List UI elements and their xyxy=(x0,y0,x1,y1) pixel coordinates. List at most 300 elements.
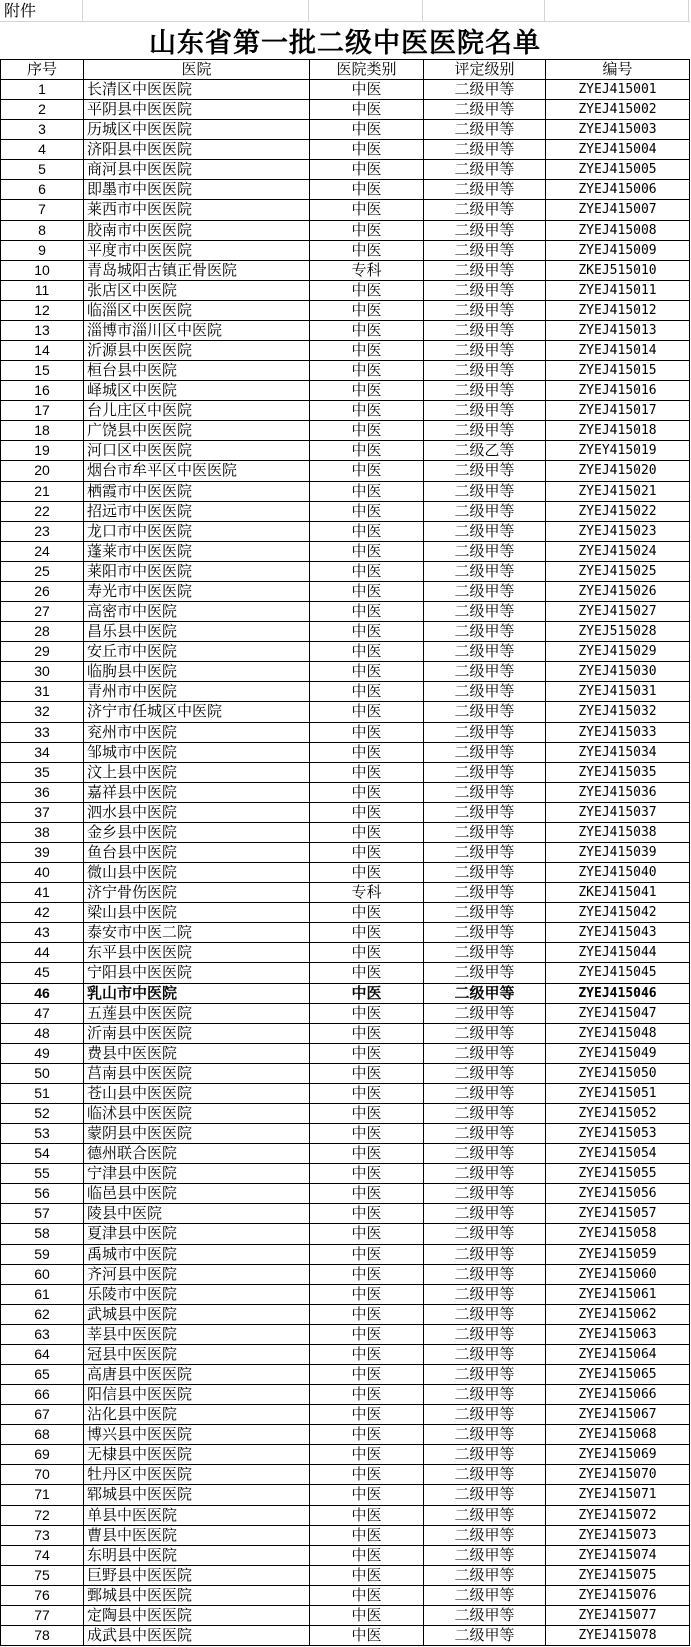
cell-hospital-name: 莱西市中医医院 xyxy=(84,200,310,220)
cell-index: 52 xyxy=(1,1104,84,1124)
table-row xyxy=(1,200,690,220)
cell-category: 中医 xyxy=(310,1506,424,1526)
cell-index: 75 xyxy=(1,1566,84,1586)
cell-code: ZYEJ415003 xyxy=(546,120,690,140)
cell-level: 二级甲等 xyxy=(424,1285,546,1305)
cell-category: 中医 xyxy=(310,1265,424,1285)
cell-hospital-name: 阳信县中医医院 xyxy=(84,1385,310,1405)
cell-category: 中医 xyxy=(310,1385,424,1405)
cell-hospital-name: 禹城市中医院 xyxy=(84,1245,310,1265)
cell-index: 41 xyxy=(1,883,84,903)
cell-level: 二级甲等 xyxy=(424,963,546,983)
cell-index: 48 xyxy=(1,1024,84,1044)
cell-index: 2 xyxy=(1,100,84,120)
cell-hospital-name: 胶南市中医医院 xyxy=(84,221,310,241)
cell-category: 中医 xyxy=(310,1365,424,1385)
cell-category: 中医 xyxy=(310,421,424,441)
cell-code: ZYEJ415051 xyxy=(546,1084,690,1104)
cell-index: 70 xyxy=(1,1465,84,1485)
cell-category: 中医 xyxy=(310,1104,424,1124)
cell-level: 二级甲等 xyxy=(424,1104,546,1124)
cell-code: ZYEJ415001 xyxy=(546,80,690,100)
cell-index: 45 xyxy=(1,963,84,983)
cell-category: 中医 xyxy=(310,221,424,241)
cell-hospital-name: 武城县中医院 xyxy=(84,1305,310,1325)
cell-category: 中医 xyxy=(310,1204,424,1224)
cell-hospital-name: 即墨市中医医院 xyxy=(84,180,310,200)
cell-level: 二级甲等 xyxy=(424,1405,546,1425)
cell-code: ZYEJ415026 xyxy=(546,582,690,602)
cell-category: 中医 xyxy=(310,200,424,220)
table-row xyxy=(1,1104,690,1124)
table-row xyxy=(1,461,690,481)
page-title: 山东省第一批二级中医医院名单 xyxy=(149,28,541,59)
cell-code: ZYEJ415011 xyxy=(546,281,690,301)
cell-code: ZYEJ415013 xyxy=(546,321,690,341)
cell-hospital-name: 高密市中医院 xyxy=(84,602,310,622)
cell-code: ZKEJ415041 xyxy=(546,883,690,903)
cell-category: 中医 xyxy=(310,923,424,943)
cell-level: 二级甲等 xyxy=(424,1345,546,1365)
cell-index: 11 xyxy=(1,281,84,301)
cell-hospital-name: 夏津县中医院 xyxy=(84,1224,310,1244)
cell-level: 二级甲等 xyxy=(424,984,546,1004)
cell-level: 二级甲等 xyxy=(424,1164,546,1184)
cell-level: 二级甲等 xyxy=(424,1265,546,1285)
table-row xyxy=(1,1546,690,1566)
table-row xyxy=(1,1224,690,1244)
table-row xyxy=(1,140,690,160)
table-row xyxy=(1,381,690,401)
header-level: 评定级别 xyxy=(424,60,546,80)
cell-index: 67 xyxy=(1,1405,84,1425)
table-row xyxy=(1,1204,690,1224)
cell-code: ZYEJ415046 xyxy=(546,984,690,1004)
cell-category: 中医 xyxy=(310,1405,424,1425)
cell-index: 44 xyxy=(1,943,84,963)
cell-category: 中医 xyxy=(310,622,424,642)
attachment-row xyxy=(0,0,690,22)
table-row xyxy=(1,502,690,522)
cell-index: 57 xyxy=(1,1204,84,1224)
cell-category: 中医 xyxy=(310,984,424,1004)
cell-code: ZYEJ415025 xyxy=(546,562,690,582)
cell-index: 16 xyxy=(1,381,84,401)
cell-category: 中医 xyxy=(310,281,424,301)
cell-index: 10 xyxy=(1,261,84,281)
cell-index: 6 xyxy=(1,180,84,200)
cell-category: 中医 xyxy=(310,1445,424,1465)
cell-hospital-name: 宁阳县中医医院 xyxy=(84,963,310,983)
table-row xyxy=(1,1024,690,1044)
cell-level: 二级甲等 xyxy=(424,261,546,281)
table-row xyxy=(1,823,690,843)
table-row xyxy=(1,602,690,622)
table-row xyxy=(1,1365,690,1385)
cell-category: 中医 xyxy=(310,502,424,522)
cell-hospital-name: 乐陵市中医院 xyxy=(84,1285,310,1305)
cell-category: 中医 xyxy=(310,522,424,542)
cell-category: 中医 xyxy=(310,662,424,682)
cell-index: 30 xyxy=(1,662,84,682)
cell-code: ZYEJ415014 xyxy=(546,341,690,361)
table-row xyxy=(1,743,690,763)
cell-hospital-name: 莒南县中医医院 xyxy=(84,1064,310,1084)
cell-level: 二级甲等 xyxy=(424,321,546,341)
cell-code: ZYEJ415050 xyxy=(546,1064,690,1084)
cell-hospital-name: 成武县中医医院 xyxy=(84,1626,310,1646)
cell-level: 二级甲等 xyxy=(424,482,546,502)
cell-index: 5 xyxy=(1,160,84,180)
cell-category: 中医 xyxy=(310,1606,424,1626)
cell-index: 18 xyxy=(1,421,84,441)
cell-category: 中医 xyxy=(310,542,424,562)
cell-code: ZYEJ415067 xyxy=(546,1405,690,1425)
cell-hospital-name: 五莲县中医医院 xyxy=(84,1004,310,1024)
cell-index: 76 xyxy=(1,1586,84,1606)
table-row xyxy=(1,1385,690,1405)
cell-hospital-name: 安丘市中医院 xyxy=(84,642,310,662)
cell-code: ZKEJ515010 xyxy=(546,261,690,281)
cell-hospital-name: 费县中医医院 xyxy=(84,1044,310,1064)
cell-index: 20 xyxy=(1,461,84,481)
cell-level: 二级甲等 xyxy=(424,662,546,682)
table-row xyxy=(1,482,690,502)
cell-code: ZYEJ415056 xyxy=(546,1184,690,1204)
cell-level: 二级甲等 xyxy=(424,1485,546,1505)
cell-category: 中医 xyxy=(310,723,424,743)
cell-category: 专科 xyxy=(310,883,424,903)
cell-hospital-name: 青岛城阳古镇正骨医院 xyxy=(84,261,310,281)
cell-hospital-name: 青州市中医院 xyxy=(84,682,310,702)
table-row xyxy=(1,261,690,281)
cell-code: ZYEJ415023 xyxy=(546,522,690,542)
cell-level: 二级甲等 xyxy=(424,502,546,522)
cell-category: 中医 xyxy=(310,803,424,823)
cell-level: 二级甲等 xyxy=(424,1586,546,1606)
cell-hospital-name: 龙口市中医医院 xyxy=(84,522,310,542)
header-row xyxy=(1,60,690,80)
cell-hospital-name: 蓬莱市中医医院 xyxy=(84,542,310,562)
cell-index: 37 xyxy=(1,803,84,823)
cell-category: 中医 xyxy=(310,1465,424,1485)
cell-level: 二级甲等 xyxy=(424,582,546,602)
cell-category: 中医 xyxy=(310,843,424,863)
cell-index: 34 xyxy=(1,743,84,763)
cell-hospital-name: 金乡县中医院 xyxy=(84,823,310,843)
cell-hospital-name: 巨野县中医医院 xyxy=(84,1566,310,1586)
cell-category: 中医 xyxy=(310,1285,424,1305)
cell-hospital-name: 莱阳市中医医院 xyxy=(84,562,310,582)
cell-category: 中医 xyxy=(310,120,424,140)
cell-code: ZYEJ415044 xyxy=(546,943,690,963)
cell-code: ZYEJ415063 xyxy=(546,1325,690,1345)
cell-level: 二级甲等 xyxy=(424,1566,546,1586)
cell-hospital-name: 长清区中医医院 xyxy=(84,80,310,100)
cell-hospital-name: 乳山市中医院 xyxy=(84,984,310,1004)
cell-level: 二级甲等 xyxy=(424,602,546,622)
cell-code: ZYEJ415004 xyxy=(546,140,690,160)
cell-hospital-name: 牡丹区中医医院 xyxy=(84,1465,310,1485)
cell-code: ZYEJ415024 xyxy=(546,542,690,562)
cell-code: ZYEJ415062 xyxy=(546,1305,690,1325)
table-row xyxy=(1,1144,690,1164)
cell-index: 73 xyxy=(1,1526,84,1546)
cell-level: 二级甲等 xyxy=(424,1124,546,1144)
cell-category: 中医 xyxy=(310,863,424,883)
table-row xyxy=(1,582,690,602)
cell-category: 中医 xyxy=(310,1044,424,1064)
cell-code: ZYEJ415076 xyxy=(546,1586,690,1606)
table-row xyxy=(1,221,690,241)
cell-index: 71 xyxy=(1,1485,84,1505)
cell-hospital-name: 微山县中医院 xyxy=(84,863,310,883)
cell-index: 40 xyxy=(1,863,84,883)
cell-hospital-name: 梁山县中医院 xyxy=(84,903,310,923)
attachment-label: 附件 xyxy=(0,0,83,21)
header-hospital: 医院 xyxy=(84,60,310,80)
cell-code: ZYEJ415045 xyxy=(546,963,690,983)
cell-hospital-name: 商河县中医医院 xyxy=(84,160,310,180)
cell-index: 39 xyxy=(1,843,84,863)
cell-index: 64 xyxy=(1,1345,84,1365)
cell-category: 中医 xyxy=(310,1184,424,1204)
cell-code: ZYEJ415008 xyxy=(546,221,690,241)
cell-category: 中医 xyxy=(310,461,424,481)
table-row xyxy=(1,160,690,180)
cell-code: ZYEJ415029 xyxy=(546,642,690,662)
cell-hospital-name: 陵县中医院 xyxy=(84,1204,310,1224)
cell-level: 二级甲等 xyxy=(424,1425,546,1445)
cell-index: 66 xyxy=(1,1385,84,1405)
cell-level: 二级甲等 xyxy=(424,301,546,321)
cell-index: 47 xyxy=(1,1004,84,1024)
cell-category: 中医 xyxy=(310,1164,424,1184)
table-row xyxy=(1,1506,690,1526)
cell-hospital-name: 兖州市中医院 xyxy=(84,723,310,743)
cell-code: ZYEJ415074 xyxy=(546,1546,690,1566)
cell-code: ZYEJ415072 xyxy=(546,1506,690,1526)
cell-code: ZYEJ415043 xyxy=(546,923,690,943)
cell-index: 26 xyxy=(1,582,84,602)
cell-level: 二级甲等 xyxy=(424,1385,546,1405)
table-row xyxy=(1,984,690,1004)
cell-category: 中医 xyxy=(310,963,424,983)
table-row xyxy=(1,542,690,562)
cell-code: ZYEJ415007 xyxy=(546,200,690,220)
cell-category: 中医 xyxy=(310,401,424,421)
table-row xyxy=(1,702,690,722)
cell-level: 二级甲等 xyxy=(424,341,546,361)
cell-hospital-name: 淄博市淄川区中医院 xyxy=(84,321,310,341)
cell-code: ZYEJ415015 xyxy=(546,361,690,381)
cell-index: 78 xyxy=(1,1626,84,1646)
cell-code: ZYEJ415021 xyxy=(546,482,690,502)
cell-hospital-name: 鱼台县中医院 xyxy=(84,843,310,863)
cell-level: 二级甲等 xyxy=(424,1325,546,1345)
table-row xyxy=(1,1445,690,1465)
cell-hospital-name: 东平县中医医院 xyxy=(84,943,310,963)
cell-hospital-name: 临朐县中医院 xyxy=(84,662,310,682)
table-row xyxy=(1,1184,690,1204)
table-row xyxy=(1,843,690,863)
cell-code: ZYEJ415042 xyxy=(546,903,690,923)
cell-index: 22 xyxy=(1,502,84,522)
cell-index: 12 xyxy=(1,301,84,321)
cell-category: 中医 xyxy=(310,1144,424,1164)
cell-code: ZYEJ415020 xyxy=(546,461,690,481)
table-row xyxy=(1,863,690,883)
table-row xyxy=(1,1465,690,1485)
cell-index: 77 xyxy=(1,1606,84,1626)
cell-hospital-name: 台儿庄区中医院 xyxy=(84,401,310,421)
cell-category: 中医 xyxy=(310,381,424,401)
cell-level: 二级甲等 xyxy=(424,682,546,702)
cell-hospital-name: 河口区中医医院 xyxy=(84,441,310,461)
cell-index: 53 xyxy=(1,1124,84,1144)
cell-category: 中医 xyxy=(310,582,424,602)
cell-level: 二级甲等 xyxy=(424,723,546,743)
table-row xyxy=(1,1485,690,1505)
cell-category: 中医 xyxy=(310,1345,424,1365)
cell-code: ZYEJ415006 xyxy=(546,180,690,200)
cell-category: 中医 xyxy=(310,1064,424,1084)
cell-hospital-name: 广饶县中医医院 xyxy=(84,421,310,441)
cell-code: ZYEJ415033 xyxy=(546,723,690,743)
cell-category: 中医 xyxy=(310,1124,424,1144)
cell-category: 中医 xyxy=(310,1245,424,1265)
cell-hospital-name: 泗水县中医院 xyxy=(84,803,310,823)
cell-hospital-name: 平度市中医医院 xyxy=(84,241,310,261)
cell-level: 二级甲等 xyxy=(424,1004,546,1024)
cell-category: 中医 xyxy=(310,1024,424,1044)
cell-category: 中医 xyxy=(310,1586,424,1606)
cell-category: 中医 xyxy=(310,943,424,963)
cell-index: 65 xyxy=(1,1365,84,1385)
cell-category: 中医 xyxy=(310,1084,424,1104)
cell-category: 中医 xyxy=(310,1325,424,1345)
cell-level: 二级甲等 xyxy=(424,1144,546,1164)
cell-hospital-name: 定陶县中医医院 xyxy=(84,1606,310,1626)
cell-index: 42 xyxy=(1,903,84,923)
cell-hospital-name: 栖霞市中医医院 xyxy=(84,482,310,502)
cell-code: ZYEJ415070 xyxy=(546,1465,690,1485)
hospital-table xyxy=(0,59,690,1646)
cell-category: 中医 xyxy=(310,702,424,722)
cell-hospital-name: 博兴县中医医院 xyxy=(84,1425,310,1445)
cell-index: 31 xyxy=(1,682,84,702)
table-row xyxy=(1,1124,690,1144)
cell-index: 29 xyxy=(1,642,84,662)
cell-level: 二级甲等 xyxy=(424,1245,546,1265)
cell-level: 二级甲等 xyxy=(424,763,546,783)
cell-code: ZYEJ415066 xyxy=(546,1385,690,1405)
cell-index: 60 xyxy=(1,1265,84,1285)
cell-hospital-name: 沂源县中医医院 xyxy=(84,341,310,361)
cell-index: 38 xyxy=(1,823,84,843)
cell-code: ZYEJ415038 xyxy=(546,823,690,843)
cell-code: ZYEJ415005 xyxy=(546,160,690,180)
cell-index: 54 xyxy=(1,1144,84,1164)
cell-category: 中医 xyxy=(310,341,424,361)
table-row xyxy=(1,361,690,381)
cell-hospital-name: 东明县中医院 xyxy=(84,1546,310,1566)
cell-code: ZYEJ415002 xyxy=(546,100,690,120)
empty-cell xyxy=(423,0,545,21)
cell-category: 中医 xyxy=(310,1626,424,1646)
cell-category: 中医 xyxy=(310,1566,424,1586)
cell-category: 中医 xyxy=(310,241,424,261)
table-row xyxy=(1,1084,690,1104)
cell-level: 二级甲等 xyxy=(424,823,546,843)
cell-index: 46 xyxy=(1,984,84,1004)
cell-category: 中医 xyxy=(310,602,424,622)
cell-code: ZYEJ415047 xyxy=(546,1004,690,1024)
table-row xyxy=(1,80,690,100)
cell-code: ZYEJ415071 xyxy=(546,1485,690,1505)
cell-level: 二级甲等 xyxy=(424,461,546,481)
table-header xyxy=(1,59,690,80)
cell-level: 二级甲等 xyxy=(424,1526,546,1546)
cell-level: 二级甲等 xyxy=(424,1044,546,1064)
cell-level: 二级甲等 xyxy=(424,180,546,200)
cell-level: 二级甲等 xyxy=(424,1506,546,1526)
cell-code: ZYEJ415053 xyxy=(546,1124,690,1144)
cell-hospital-name: 单县中医医院 xyxy=(84,1506,310,1526)
table-row xyxy=(1,1345,690,1365)
cell-index: 13 xyxy=(1,321,84,341)
table-row xyxy=(1,180,690,200)
cell-level: 二级甲等 xyxy=(424,1546,546,1566)
cell-code: ZYEJ415068 xyxy=(546,1425,690,1445)
cell-level: 二级甲等 xyxy=(424,1626,546,1646)
cell-code: ZYEJ415075 xyxy=(546,1566,690,1586)
empty-cell xyxy=(309,0,423,21)
cell-index: 58 xyxy=(1,1224,84,1244)
cell-level: 二级甲等 xyxy=(424,1305,546,1325)
cell-hospital-name: 沂南县中医医院 xyxy=(84,1024,310,1044)
table-row xyxy=(1,1626,690,1646)
cell-level: 二级甲等 xyxy=(424,361,546,381)
table-row xyxy=(1,803,690,823)
cell-index: 7 xyxy=(1,200,84,220)
cell-index: 3 xyxy=(1,120,84,140)
cell-code: ZYEJ415032 xyxy=(546,702,690,722)
table-row xyxy=(1,421,690,441)
cell-code: ZYEJ415054 xyxy=(546,1144,690,1164)
cell-category: 中医 xyxy=(310,1546,424,1566)
cell-index: 50 xyxy=(1,1064,84,1084)
cell-hospital-name: 历城区中医医院 xyxy=(84,120,310,140)
table-row xyxy=(1,301,690,321)
cell-category: 中医 xyxy=(310,1425,424,1445)
cell-level: 二级甲等 xyxy=(424,1465,546,1485)
table-row xyxy=(1,622,690,642)
cell-hospital-name: 张店区中医院 xyxy=(84,281,310,301)
cell-hospital-name: 峄城区中医院 xyxy=(84,381,310,401)
table-row xyxy=(1,1245,690,1265)
table-row xyxy=(1,662,690,682)
cell-index: 33 xyxy=(1,723,84,743)
table-row xyxy=(1,1325,690,1345)
cell-category: 中医 xyxy=(310,903,424,923)
table-row xyxy=(1,281,690,301)
cell-level: 二级甲等 xyxy=(424,1204,546,1224)
cell-level: 二级甲等 xyxy=(424,1184,546,1204)
cell-code: ZYEJ415073 xyxy=(546,1526,690,1546)
cell-hospital-name: 济宁骨伤医院 xyxy=(84,883,310,903)
cell-level: 二级甲等 xyxy=(424,381,546,401)
